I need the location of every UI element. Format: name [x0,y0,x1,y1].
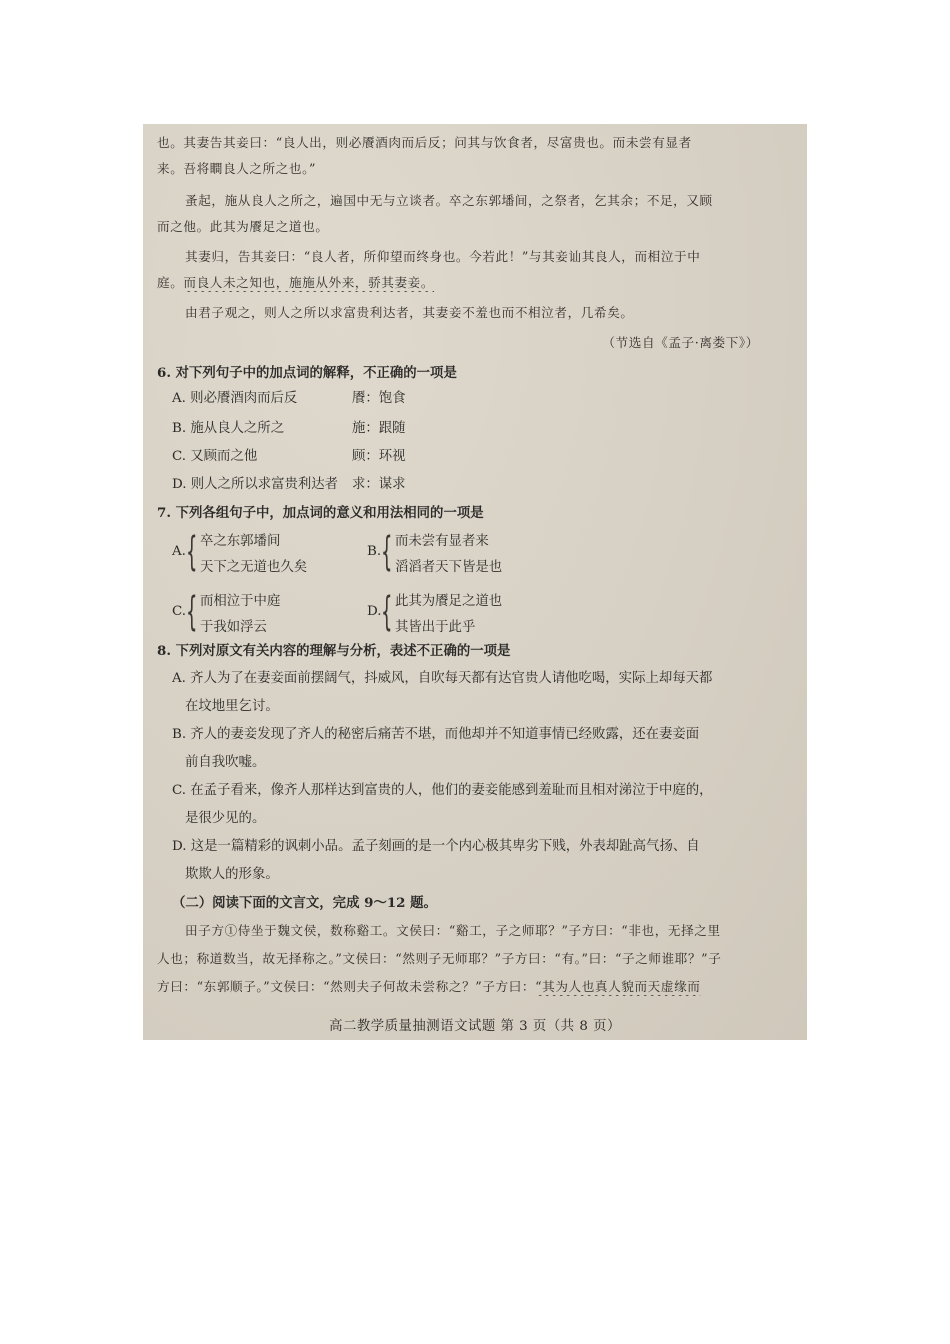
passage2-line: 田子方①侍坐于魏文侯，数称谿工。文侯曰：“谿工，子之师耶？”子方曰：“非也，无择之里 [185,923,721,938]
option-label: B. [367,544,382,559]
passage-line: 也。其妻告其妾曰：“良人出，则必餍酒肉而后反；问其与饮食者，尽富贵也。而未尝有显者 [157,135,692,150]
option-gloss: 顾：环视 [352,449,406,464]
option-label: D. [367,604,382,619]
question-8-stem: 8. 下列对原文有关内容的理解与分析，表述不正确的一项是 [157,643,511,659]
brace-icon: { [381,589,393,635]
q8-option-line: C. 在孟子看来，像齐人那样达到富贵的人，他们的妻妾能感到羞耻而且相对涕泣于中庭的， [172,783,713,798]
q8-option-line: D. 这是一篇精彩的讽刺小品。孟子刻画的是一个内心极其卑劣下贱，外表却趾高气扬、自 [172,839,700,854]
q8-option-line: 欺欺人的形象。 [185,867,279,882]
passage-line: 而之他。此其为餍足之道也。 [157,219,329,234]
q8-option-line: B. 齐人的妻妾发现了齐人的秘密后痛苦不堪，而他却并不知道事情已经败露，还在妻妾面 [172,727,700,742]
passage-line: 其妻归，告其妾曰：“良人者，所仰望而终身也。今若此！”与其妾讪其良人，而相泣于中 [185,249,701,264]
passage-line [157,274,793,292]
option-gloss: 求：谋求 [352,477,406,492]
section-heading: （二）阅读下面的文言文，完成 9～12 题。 [172,895,437,911]
passage-line: 由君子观之，则人之所以求富贵利达者，其妻妾不羞也而不相泣者，几希矣。 [185,305,634,320]
option-text: B. 施从良人之所之 [172,421,285,436]
option-sentence: 卒之东郭墦间 [200,534,281,549]
option-label: A. [172,544,186,559]
q6-option-a [172,390,406,408]
option-label: C. [172,604,187,619]
passage-text: 庭。 [157,275,184,290]
q6-option-d [172,476,406,494]
option-sentence: 而未尝有显者来 [395,534,489,549]
q8-option-line: A. 齐人为了在妻妾面前摆阔气，抖威风，自吹每天都有达官贵人请他吃喝，实际上却每天都 [172,671,713,686]
option-sentence: 天下之无道也久矣 [200,560,308,575]
option-sentence: 而相泣于中庭 [200,594,281,609]
option-gloss: 餍：饱食 [352,391,406,406]
option-sentence: 滔滔者天下皆是也 [395,560,503,575]
q8-option-line: 在坟地里乞讨。 [185,699,279,714]
passage2-line: 人也；称道数当，故无择称之。”文侯曰：“然则子无师耶？”子方曰：“有。”曰：“子之师谁耶？”子 [157,951,722,966]
option-text: A. 则必餍酒肉而后反 [172,391,298,406]
brace-icon: { [186,529,198,575]
q8-option-line: 前自我吹嘘。 [185,755,266,770]
option-gloss: 施：跟随 [352,421,406,436]
option-sentence: 此其为餍足之道也 [395,594,503,609]
source-citation: （节选自《孟子·离娄下》） [602,335,759,350]
page-footer: 高二教学质量抽测语文试题 第 3 页（共 8 页） [329,1019,621,1034]
passage2-line [157,978,793,996]
option-text: D. 则人之所以求富贵利达者 [172,477,339,492]
passage-line: 来。吾将瞷良人之所之也。” [157,161,317,176]
option-text: C. 又顾而之他 [172,449,258,464]
question-6-stem: 6. 对下列句子中的加点词的解释，不正确的一项是 [157,365,457,381]
q6-option-b [172,420,406,438]
q6-option-c [172,448,406,466]
option-sentence: 于我如浮云 [200,620,267,635]
option-sentence: 其皆出于此乎 [395,620,476,635]
q8-option-line: 是很少见的。 [185,811,266,826]
exam-page [143,124,807,1040]
wavy-underlined-sentence: “其为人也真人貌而天虚缘而 [535,979,701,994]
brace-icon: { [381,529,393,575]
wavy-underlined-sentence: 而良人未之知也，施施从外来，骄其妻妾。 [183,275,435,290]
passage-line: 蚤起，施从良人之所之，遍国中无与立谈者。卒之东郭墦间，之祭者，乞其余；不足，又顾 [185,193,713,208]
passage-text: 方曰：“东郭顺子。”文侯曰：“然则夫子何故未尝称之？”子方曰： [157,979,536,994]
brace-icon: { [186,589,198,635]
question-7-stem: 7. 下列各组句子中，加点词的意义和用法相同的一项是 [157,505,484,521]
